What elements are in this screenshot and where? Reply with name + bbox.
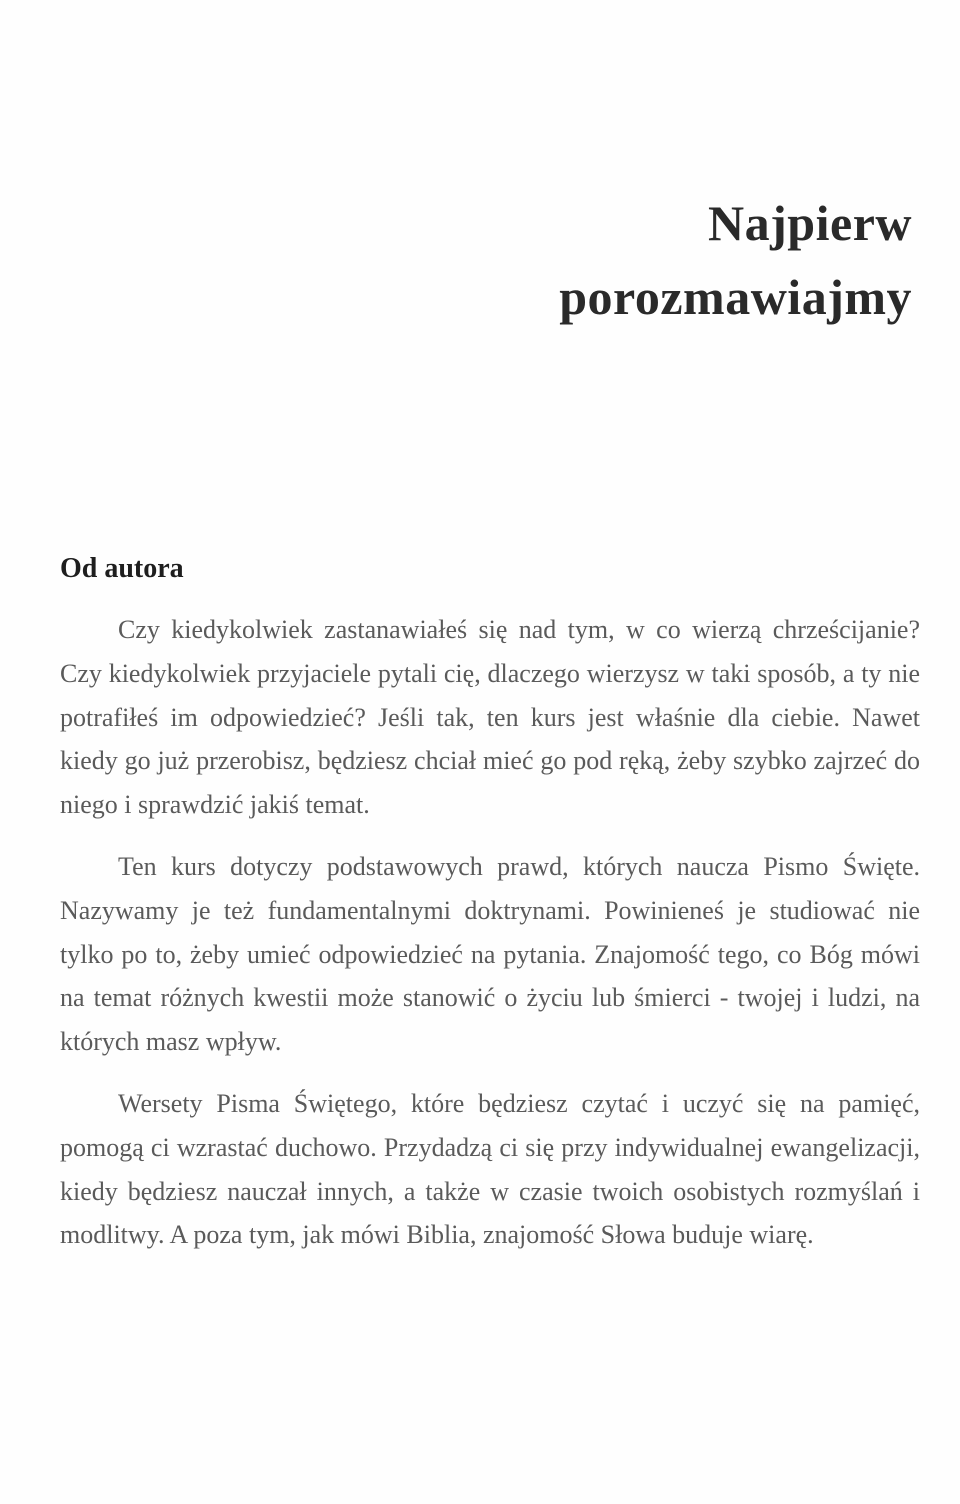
chapter-title-line-1: Najpierw (708, 194, 912, 251)
body-text (60, 608, 920, 1257)
paragraph-1: Czy kiedykolwiek zastanawiałeś się nad tym, w co wierzą chrześcijanie? Czy kiedykolwiek przyjaciele pytali cię, dlaczego wierzysz w taki sposób, a ty nie potrafiłeś im odpowiedzieć? Jeśli tak, ten kurs jest właśnie dla ciebie. Nawet kiedy go już przerobisz, będziesz chciał mieć go pod ręką, żeby szybko zajrzeć do niego i sprawdzić jakiś temat. (60, 615, 920, 820)
paragraph-2: Ten kurs dotyczy podstawowych prawd, których naucza Pismo Święte. Nazywamy je też fundamentalnymi doktrynami. Powinieneś je studiować nie tylko po to, żeby umieć odpowiedzieć na pytania. Znajomość tego, co Bóg mówi na temat różnych kwestii może stanowić o życiu lub śmierci - twojej i ludzi, na których masz wpływ. (60, 851, 920, 1057)
chapter-title (212, 186, 912, 334)
section-heading: Od autora (60, 553, 184, 584)
paragraph-3: Wersety Pisma Świętego, które będziesz czytać i uczyć się na pamięć, pomogą ci wzrastać duchowo. Przydadzą ci się przy indywidualnej ewangelizacji, kiedy będziesz nauczał innych, a także w czasie twoich osobistych rozmyślań i modlitwy. A poza tym, jak mówi Biblia, znajomość Słowa buduje wiarę. (60, 1088, 920, 1250)
chapter-title-line-2: porozmawiajmy (559, 268, 912, 325)
